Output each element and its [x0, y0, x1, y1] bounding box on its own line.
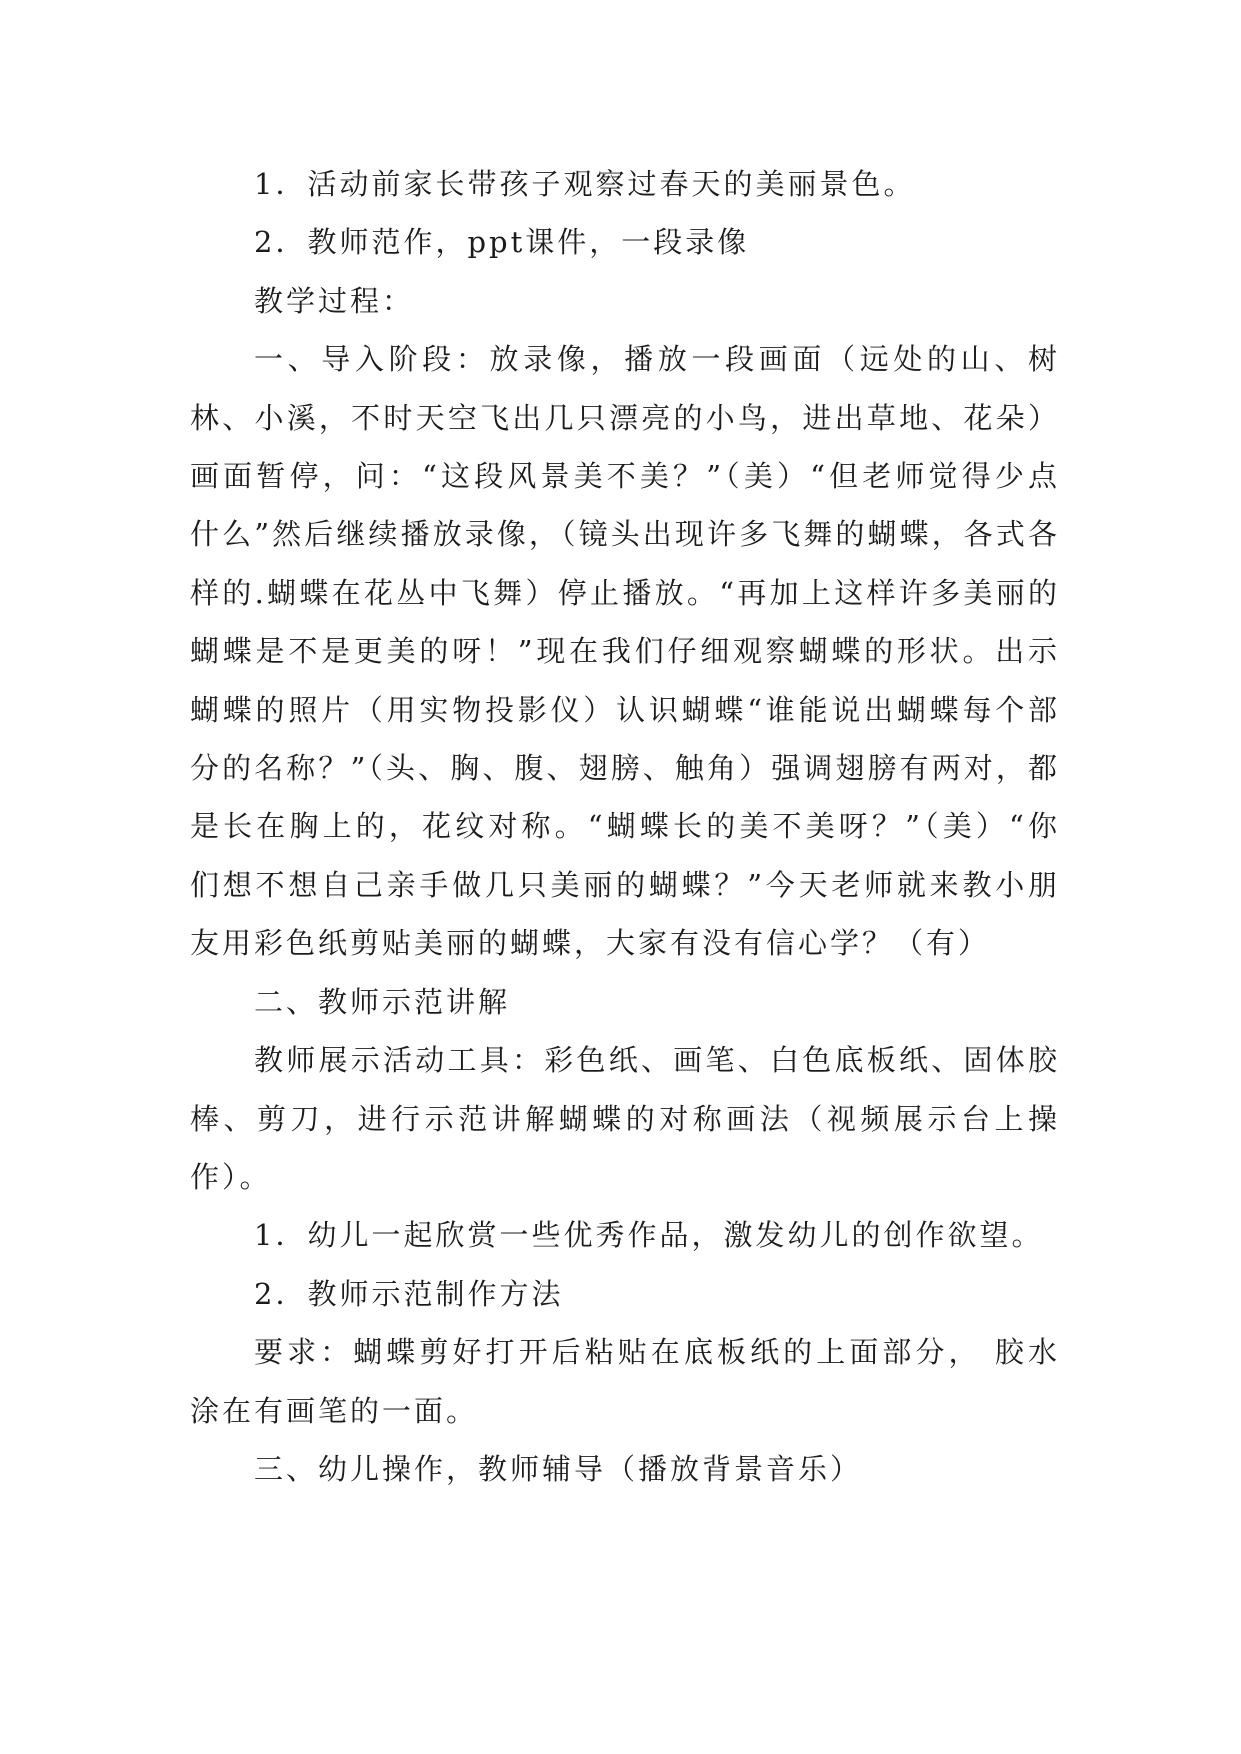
paragraph-prep-1: 1．活动前家长带孩子观察过春天的美丽景色。 [254, 167, 916, 201]
paragraph-step-2: 2．教师示范制作方法 [254, 1276, 564, 1311]
paragraph-section-3-heading: 三、幼儿操作，教师辅导（播放背景音乐） [254, 1451, 863, 1486]
paragraph-requirements: 要求：蝴蝶剪好打开后粘贴在底板纸的上面部分， 胶水涂在有画笔的一面。 [190, 1335, 1060, 1428]
paragraph-prep-2: 2．教师范作，ppt课件，一段录像 [254, 225, 750, 260]
paragraph-tools: 教师展示活动工具：彩色纸、画笔、白色底板纸、固体胶棒、剪刀，进行示范讲解蝴蝶的对称画法（视频展示台上操作）。 [190, 1043, 1060, 1194]
paragraph-process-heading: 教学过程： [254, 283, 415, 318]
paragraph-section-2-heading: 二、教师示范讲解 [254, 984, 511, 1019]
paragraph-step-1: 1．幼儿一起欣赏一些优秀作品，激发幼儿的创作欲望。 [254, 1218, 1044, 1253]
document-body [190, 155, 1060, 1498]
paragraph-section-1: 一、导入阶段：放录像，播放一段画面（远处的山、树林、小溪，不时天空飞出几只漂亮的小鸟，进出草地、花朵）画面暂停，问：“这段风景美不美？”（美）“但老师觉得少点什么”然后继续播放录像，（镜头出现许多飞舞的蝴蝶，各式各样的.蝴蝶在花丛中飞舞）停止播放。“再加上这样许多美丽的蝴蝶是不是更美的呀！”现在我们仔细观察蝴蝶的形状。出示蝴蝶的照片（用实物投影仪）认识蝴蝶“谁能说出蝴蝶每个部分的名称？”（头、胸、腹、翅膀、触角）强调翅膀有两对，都是长在胸上的，花纹对称。“蝴蝶长的美不美呀？”（美）“你们想不想自己亲手做几只美丽的蝴蝶？”今天老师就来教小朋友用彩色纸剪贴美丽的蝴蝶，大家有没有信心学？（有） [190, 342, 1060, 961]
